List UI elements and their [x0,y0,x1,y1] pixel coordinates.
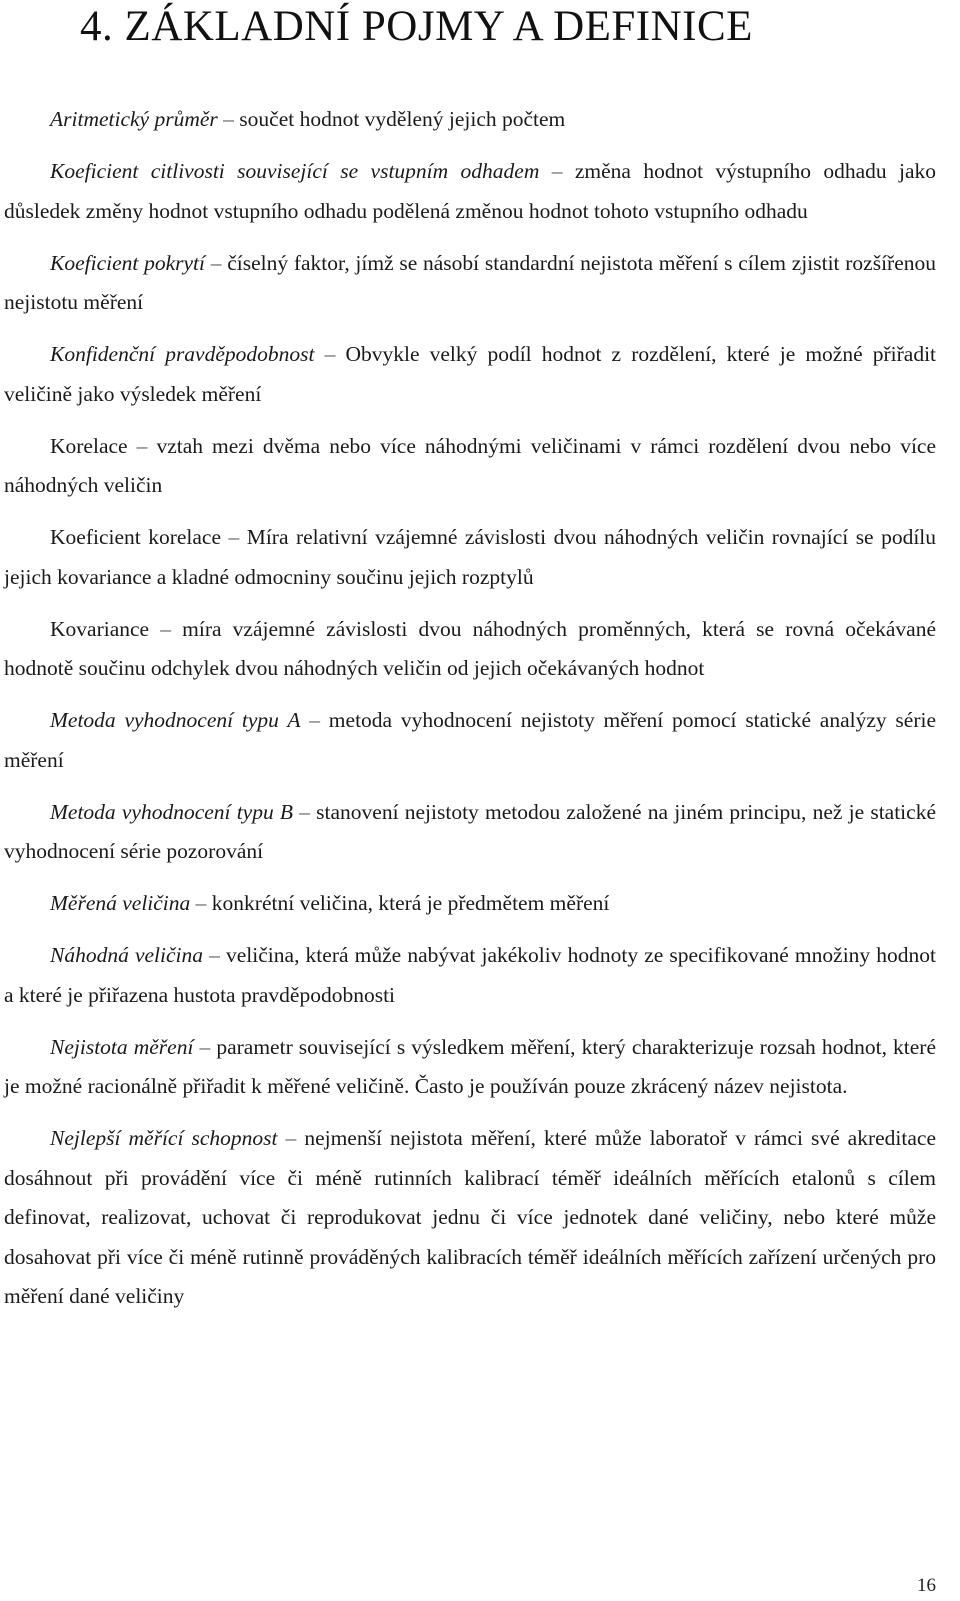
definition-text: číselný faktor, jímž se násobí standardní nejistota měření s cílem zjistit rozšířenou nejistotu měření [4,250,937,314]
definition-term: Koeficient pokrytí [50,250,205,275]
definition-dash: – [223,107,234,131]
page-number: 16 [917,1575,936,1596]
definition-dash: – [209,943,220,967]
definition-text: nejmenší nejistota měření, které může laboratoř v rámci své akreditace dosáhnout při provádění více či méně rutinních kalibrací téměř ideálních měřících etalonů s cílem definovat, realizovat, uchovat či reprodukovat jednu či více jednotek dané veličiny, nebo které může dosahovat při více či méně rutinně prováděných kalibracích téměř ideálních měřících zařízení určených pro měření dané veličiny [4,1126,937,1308]
definition-dash: – [299,799,310,824]
definition-dash: – [551,159,563,183]
definition-dash: – [309,708,320,732]
definition-text: parametr související s výsledkem měření, který charakterizuje rozsah hodnot, které je možné racionálně přiřadit k měřené veličině. Často je používán pouze zkrácený název nejistota. [4,1034,937,1098]
definition-dash: – [324,342,336,366]
definition-dash: – [160,616,171,641]
definition-text: změna hodnot výstupního odhadu jako důsledek změny hodnot vstupního odhadu podělená změnou hodnot tohoto vstupního odhadu [4,159,937,223]
definition-text: vztah mezi dvěma nebo více náhodnými veličinami v rámci rozdělení dvou nebo více náhodných veličin [4,433,937,497]
definition-entry [4,335,936,414]
definition-text: míra vzájemné závislosti dvou náhodných proměnných, která se rovná očekávané hodnotě součinu odchylek dvou náhodných veličin od jejich očekávaných hodnot [4,616,937,680]
definition-text: součet hodnot vydělený jejich počtem [239,107,566,131]
definition-entry [4,1119,936,1317]
definition-entry [4,936,936,1015]
definition-term: Nejistota měření [50,1034,194,1059]
definition-entry [4,793,936,872]
definition-term: Metoda vyhodnocení typu A [50,708,301,732]
definition-term: Měřená veličina [50,891,191,915]
definition-dash: – [210,250,222,275]
definition-text: Míra relativní vzájemné závislosti dvou náhodných veličin rovnající se podílu jejich kovariance a kladné odmocniny součinu jejich rozptylů [4,525,937,589]
definition-term: Korelace [50,433,128,458]
definition-term: Metoda vyhodnocení typu B [50,799,294,824]
definition-term: Kovariance [50,616,150,641]
definition-entry [4,610,936,689]
definition-entry [4,518,936,597]
definition-term: Náhodná veličina [50,943,204,967]
definition-entry [4,244,936,323]
definition-text: veličina, která může nabývat jakékoliv hodnoty ze specifikované množiny hodnot a které je přiřazena hustota pravděpodobnosti [4,943,937,1007]
definition-term: Nejlepší měřící schopnost [50,1126,278,1150]
definition-term: Koeficient citlivosti související se vstupním odhadem [50,159,540,183]
definition-entry [4,884,936,924]
definition-dash: – [228,525,240,549]
definition-term: Konfidenční pravděpodobnost [50,342,315,366]
definition-dash: – [195,891,207,915]
definition-text: stanovení nejistoty metodou založené na jiném principu, než je statické vyhodnocení série pozorování [4,799,936,863]
definition-term: Aritmetický průměr [50,107,218,131]
definition-dash: – [199,1034,211,1059]
definition-dash: – [285,1126,297,1150]
definitions-list [4,100,936,1329]
definition-dash: – [136,433,148,458]
definition-entry [4,427,936,506]
definition-entry [4,701,936,780]
definition-entry [4,100,936,140]
definition-text: Obvykle velký podíl hodnot z rozdělení, které je možné přiřadit veličině jako výsledek měření [4,342,937,406]
definition-entry [4,1028,936,1107]
definition-text: konkrétní veličina, která je předmětem měření [211,891,610,915]
definition-term: Koeficient korelace [50,525,222,549]
chapter-heading: 4. ZÁKLADNÍ POJMY A DEFINICE [80,3,753,50]
definition-entry [4,152,936,231]
definition-text: metoda vyhodnocení nejistoty měření pomocí statické analýzy série měření [4,708,936,772]
